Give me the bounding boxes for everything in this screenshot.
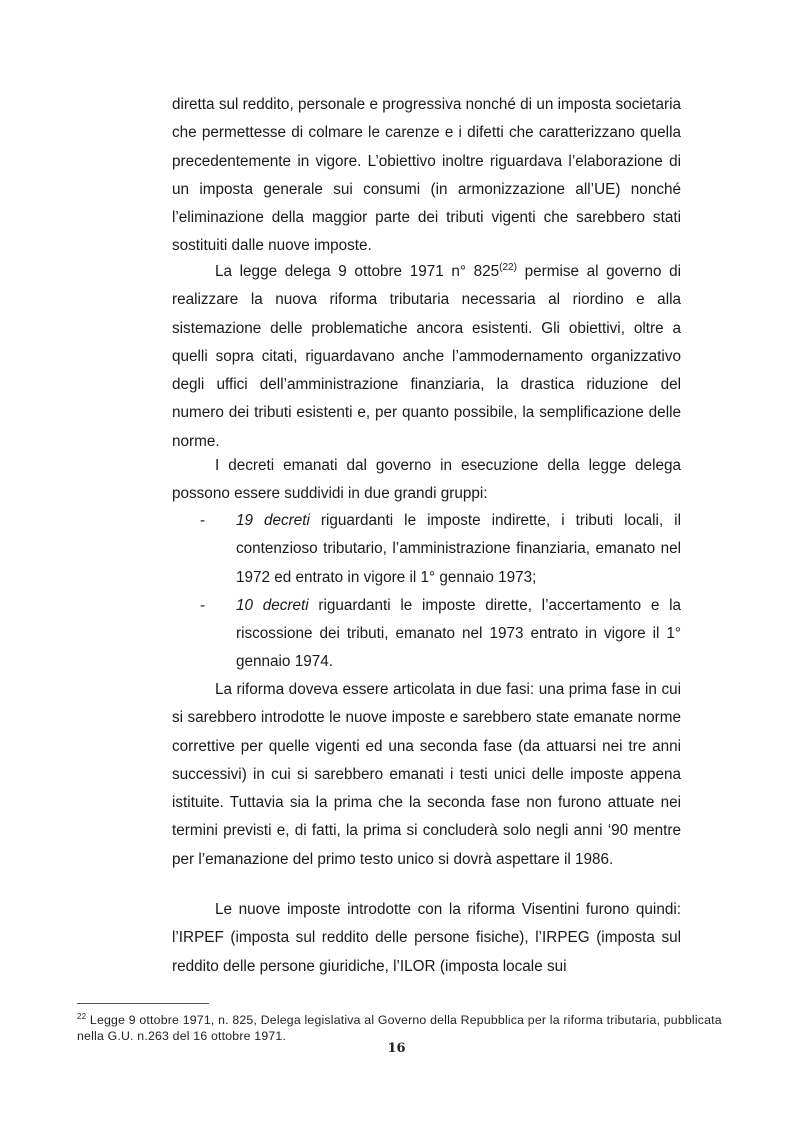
list-item-text: riguardanti le imposte dirette, l’accertamento e la riscossione dei tributi, emanato nel 1973 entrato in vigore il 1° gennaio 1974. xyxy=(236,596,681,671)
list-item xyxy=(172,507,681,592)
paragraph-5-text: Le nuove imposte introdotte con la riforma Visentini furono quindi: l’IRPEF (imposta sul reddito delle persone fisiche), l’IRPEG (imposta sul reddito delle persone giuridiche, l’ILOR (imposta locale sui xyxy=(172,901,681,975)
paragraph-2-start: La legge delega 9 ottobre 1971 n° 825 xyxy=(215,263,500,280)
list-item-emphasis: 10 decreti xyxy=(236,596,309,614)
footnote-text: Legge 9 ottobre 1971, n. 825, Delega legislativa al Governo della Repubblica per la riforma tributaria, pubblicata nella G.U. n.263 del 16 ottobre 1971. xyxy=(77,1013,722,1043)
paragraph-1 xyxy=(172,91,681,261)
paragraph-4 xyxy=(172,676,681,874)
footnote-number: 22 xyxy=(77,1012,87,1021)
paragraph-3-text: I decreti emanati dal governo in esecuzione della legge delega possono essere suddividi in due grandi gruppi: xyxy=(172,457,681,503)
paragraph-2-text xyxy=(172,258,681,456)
list-item-emphasis: 19 decreti xyxy=(236,512,310,529)
paragraph-5 xyxy=(172,896,681,981)
page-number: 16 xyxy=(387,1041,406,1056)
paragraph-4-text: La riforma doveva essere articolata in due fasi: una prima fase in cui si sarebbero introdotte le nuove imposte e sarebbero state emanate norme correttive per quelle vigenti ed una seconda fase (da attuarsi nei tre anni successivi) in cui si sarebbero emanati i testi unici delle imposte appena istituite. Tuttavia sia la prima che la seconda fase non furono attuate nei termini previsti e, di fatti, la prima si concluderà solo negli anni ‘90 mentre per l’emanazione del primo testo unico si dovrà aspettare il 1986. xyxy=(172,681,681,868)
paragraph-3 xyxy=(172,452,681,509)
paragraph-2-rest: permise al governo di realizzare la nuova riforma tributaria necessaria al riordino e alla sistemazione delle problematiche ancora esistenti. Gli obiettivi, oltre a quelli sopra citati, riguardavano anche l’ammodernamento organizzativo degli uffici dell’amministrazione finanziaria, la drastica riduzione del numero dei tributi esistenti e, per quanto possibile, la semplificazione delle norme. xyxy=(172,263,682,450)
list-item-text: riguardanti le imposte indirette, i tributi locali, il contenzioso tributario, l’amministrazione finanziaria, emanato nel 1972 ed entrato in vigore il 1° gennaio 1973; xyxy=(236,512,681,586)
footnote-reference: (22) xyxy=(499,262,517,273)
paragraph-1-text: diretta sul reddito, personale e progressiva nonché di un imposta societaria che permettesse di colmare le carenze e i difetti che caratterizzano quella precedentemente in vigore. L’obiettivo inoltre riguardava l’elaborazione di un imposta generale sui consumi (in armonizzazione all’UE) nonché l’eliminazione della maggior parte dei tributi vigenti che sarebbero stati sostituiti dalle nuove imposte. xyxy=(172,96,681,255)
list-dash: - xyxy=(200,512,206,529)
list-dash: - xyxy=(200,596,206,614)
paragraph-2 xyxy=(172,258,681,456)
list-item xyxy=(172,592,681,677)
decree-list xyxy=(172,507,681,677)
footnote-separator xyxy=(77,1003,209,1004)
footnote xyxy=(77,1013,725,1044)
